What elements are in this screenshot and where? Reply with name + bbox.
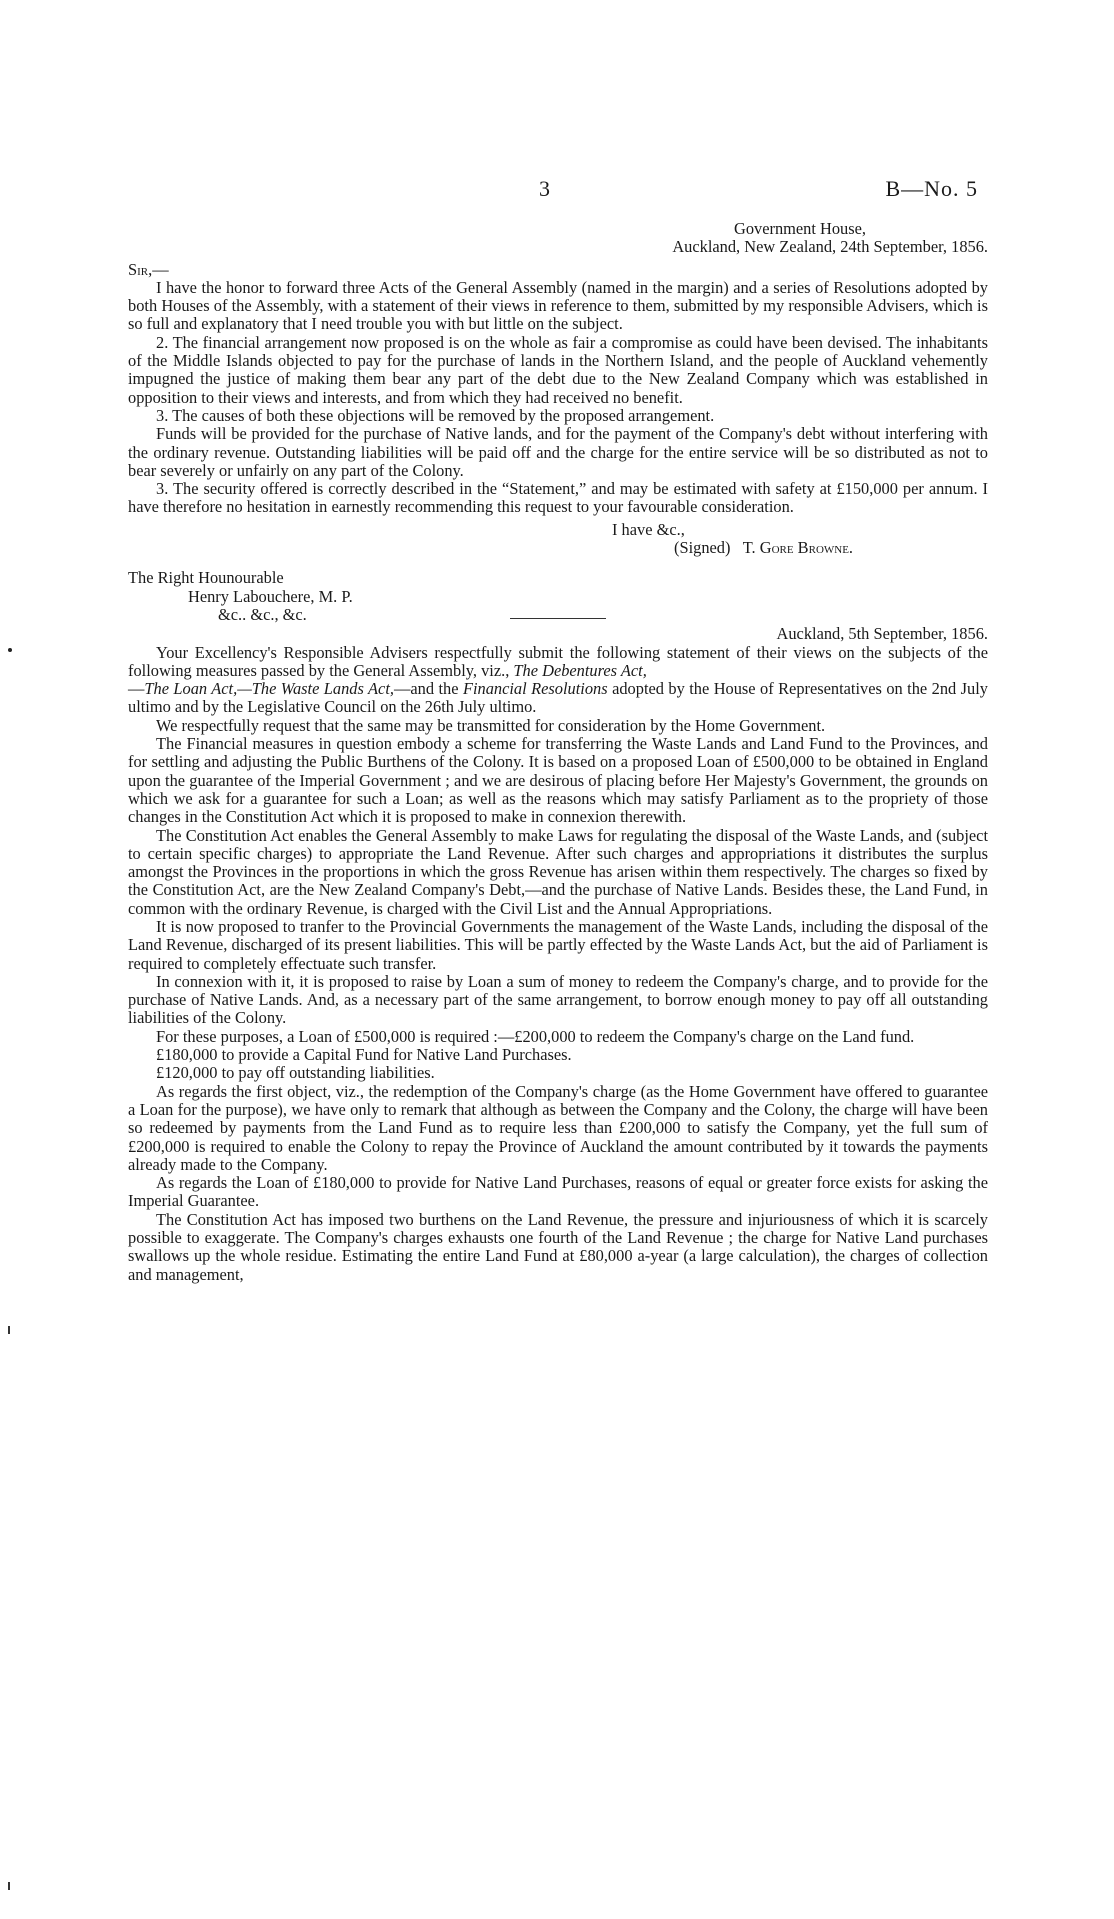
- statement-paragraph: The Constitution Act has imposed two burthens on the Land Revenue, the pressure and injuriousness of which it is scarcely possible to exaggerate. The Company's charges exhausts one fourth of the Land Revenue ; the charge for Native Land purchases swallows up the whole residue. Estimating the entire Land Fund at £80,000 a-year (a large calculation), the charges of collection and management,: [128, 1209, 988, 1284]
- act-title: The Waste Lands Act,: [251, 679, 394, 699]
- act-title: The Debentures Act,: [513, 660, 647, 680]
- despatch-letter: [128, 220, 988, 624]
- statement-date: Auckland, 5th September, 1856.: [776, 624, 988, 644]
- statement-text: —: [128, 679, 145, 699]
- statement-paragraph: As regards the Loan of £180,000 to provide for Native Land Purchases, reasons of equal or greater force exists for asking the Imperial Guarantee.: [128, 1173, 988, 1211]
- statement-paragraph: [128, 644, 988, 717]
- statement-paragraph: We respectfully request that the same may be transmitted for consideration by the Home Government.: [156, 715, 826, 735]
- margin-mark: [8, 1326, 10, 1334]
- statement-paragraph: The Constitution Act enables the General Assembly to make Laws for regulating the disposal of the Waste Lands, and (subject to certain specific charges) to appropriate the Land Revenue. After such charges and appropriations it distributes the surplus amongst the Provinces in the proportions in which the gross Revenue has arisen within them respectively. The charges so fixed by the Constitution Act, are the New Zealand Company's Debt,—and the purchase of Native Lands. Besides these, the Land Fund, in common with the ordinary Revenue, is charged with the Civil List and the Annual Appropriations.: [128, 825, 988, 918]
- statement-paragraph: In connexion with it, it is proposed to raise by Loan a sum of money to redeem the Company's charge, and to provide for the purchase of Native Lands. And, as a necessary part of the same arrangement, to borrow enough money to pay off all outstanding liabilities of the Colony.: [128, 971, 988, 1028]
- recipient-name: Henry Labouchere, M. P.: [188, 586, 353, 606]
- advisers-statement: [128, 625, 988, 1284]
- letter-paragraph: I have the honor to forward three Acts of the General Assembly (named in the margin) and a series of Resolutions adopted by both Houses of the Assembly, with a statement of their views in reference to them, submitted by my responsible Advisers, which is so full and explanatory that I need trouble you with but little on the subject.: [128, 277, 988, 334]
- letter-paragraph: Funds will be provided for the purchase of Native lands, and for the payment of the Company's debt without interfering with the ordinary revenue. Outstanding liabilities will be paid off and the charge for the entire service will be so distributed as not to bear severely or unfairly on any part of the Colony.: [128, 424, 988, 480]
- statement-text: adopted by the House of Representatives on the 2nd July ultimo and by the Legislative Council on the 26th July ultimo.: [128, 679, 988, 717]
- margin-mark: [8, 1882, 10, 1890]
- statement-paragraph: The Financial measures in question embody a scheme for transferring the Waste Lands and Land Fund to the Provinces, and for settling and adjusting the Public Burthens of the Colony. It is based on a proposed Loan of £500,000 to be obtained in England upon the guarantee of the Imperial Government ; and we are desirous of placing before Her Majesty's Government, the grounds on which we ask for a guarantee for such a Loan; as well as the reasons which may satisfy Parliament as to the propriety of those changes in the Constitution Act which it is proposed to make in connexion therewith.: [128, 734, 988, 827]
- statement-text: Your Excellency's Responsible Advisers respectfully submit the following statement of their views on the subjects of the following measures passed by the General Assembly, viz.,: [128, 642, 988, 680]
- letter-signature: [674, 539, 988, 557]
- signatory-name: T. Gore Browne.: [742, 538, 854, 558]
- letter-salutation: Sir,—: [128, 259, 169, 279]
- document-reference: B—No. 5: [885, 176, 978, 201]
- signed-label: (Signed): [674, 538, 731, 558]
- act-title: The Loan Act,—: [144, 679, 252, 699]
- letter-paragraph: 3. The security offered is correctly described in the “Statement,” and may be estimated with safety at £150,000 per annum. I have therefore no hesitation in earnestly recommending this request to your favourable consideration.: [128, 479, 988, 517]
- recipient-title: The Right Hounourable: [128, 568, 284, 588]
- letter-closing: I have &c.,: [612, 519, 685, 539]
- margin-mark: [8, 648, 12, 652]
- statement-text: —and the: [393, 679, 459, 699]
- statement-paragraph: As regards the first object, viz., the redemption of the Company's charge (as the Home Government have offered to guarantee a Loan for the purpose), we have only to remark that although as between the Company and the Colony, the charge will have been so redeemed by payments from the Land Fund as to require less than £200,000 to satisfy the Company, yet the full sum of £200,000 is required to enable the Colony to repay the Province of Auckland the amount contributed by it towards the payments already made to the Company.: [128, 1081, 988, 1174]
- statement-paragraph: £180,000 to provide a Capital Fund for Native Land Purchases.: [156, 1045, 572, 1065]
- statement-paragraph: £120,000 to pay off outstanding liabilities.: [156, 1063, 435, 1083]
- statement-paragraph: For these purposes, a Loan of £500,000 is required :—£200,000 to redeem the Company's charge on the Land fund.: [156, 1026, 915, 1046]
- letter-paragraph: 3. The causes of both these objections will be removed by the proposed arrangement.: [156, 405, 715, 425]
- recipient-etc: &c.. &c., &c.: [218, 604, 307, 624]
- letter-address-line-2: Auckland, New Zealand, 24th September, 1856.: [672, 237, 988, 257]
- letter-address-line-1: Government House,: [734, 219, 867, 238]
- section-divider: [510, 618, 606, 619]
- statement-paragraph: It is now proposed to tranfer to the Provincial Governments the management of the Waste Lands, including the disposal of the Land Revenue, discharged of its present liabilities. This will be partly effected by the Waste Lands Act, but the aid of Parliament is required to completely effectuate such transfer.: [128, 916, 988, 973]
- document-body: [128, 176, 988, 1284]
- page-number: 3: [539, 176, 550, 201]
- resolutions-title: Financial Resolutions: [462, 679, 608, 699]
- letter-paragraph: 2. The financial arrangement now proposed is on the whole as fair a compromise as could have been devised. The inhabitants of the Middle Islands objected to pay for the purchase of lands in the Northern Island, and the people of Auckland vehemently impugned the justice of making them bear any part of the debt due to the New Zealand Company which was established in opposition to their views and interests, and from which they had received no benefit.: [128, 332, 988, 407]
